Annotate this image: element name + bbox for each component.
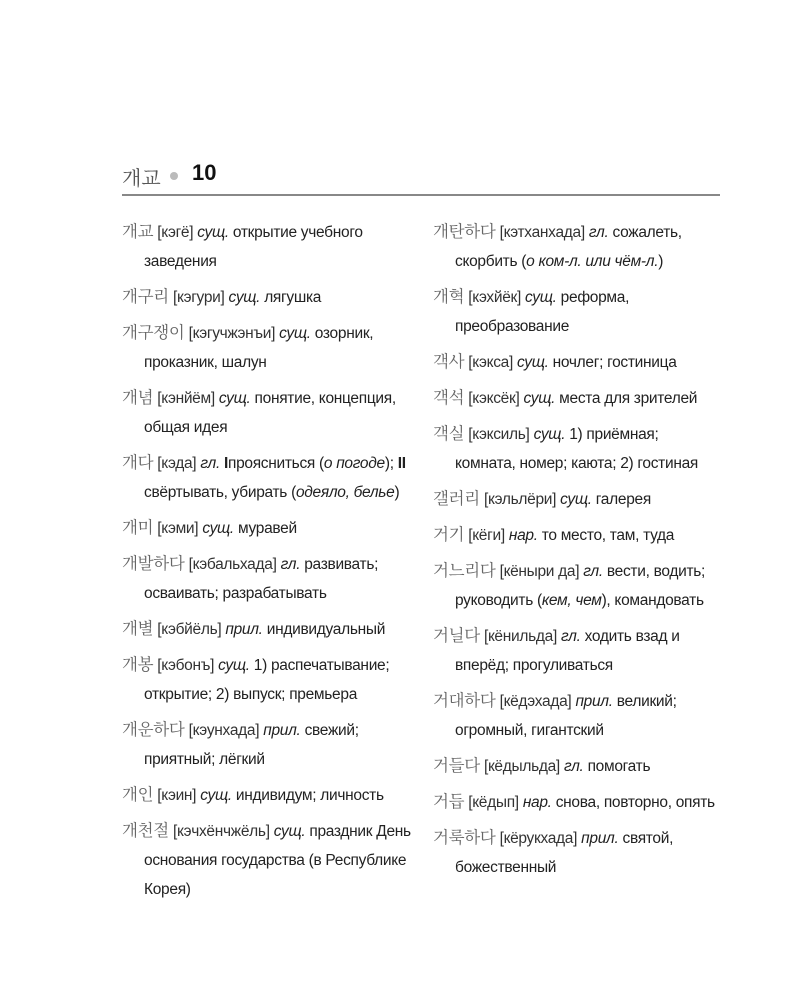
transcription: [кёдэхада] [499,693,572,710]
transcription: [кёдыльда] [483,758,560,775]
headword: 거느리다 [433,562,496,580]
part-of-speech: прил. [575,693,613,710]
definition: свежий; приятный; лёгкий [144,722,359,768]
dictionary-entry [433,788,723,817]
definition: то место, там, туда [541,527,675,544]
transcription: [кэгё] [157,224,194,241]
transcription: [кэтханхада] [499,224,585,241]
headword: 객실 [433,425,465,443]
transcription: [кёги] [468,527,505,544]
transcription: [кёрукхада] [499,830,578,847]
headword: 개별 [122,620,154,638]
part-of-speech: сущ. [273,823,306,840]
transcription: [кэин] [157,787,197,804]
definition-text: сожалеть, скорбить ( [455,224,682,270]
part-of-speech: сущ. [197,224,229,241]
dictionary-entry [433,218,723,276]
definition: места для зрителей [559,390,698,407]
part-of-speech: сущ. [202,520,234,537]
dictionary-entry [122,514,412,543]
definition-text: свёртывать, убирать ( [144,484,296,501]
definition: понятие, концепция, общая идея [144,390,396,436]
definition: святой, божественный [455,830,674,876]
headword: 개다 [122,454,154,472]
transcription: [кэунхада] [188,722,260,739]
transcription: [кэхйёк] [468,289,522,306]
headword: 개교 [122,223,154,241]
transcription: [кэда] [157,455,197,472]
dictionary-entry [433,824,723,882]
headword: 거듭 [433,793,465,811]
headword: 개봉 [122,656,154,674]
page-number: 10 [192,160,217,185]
definition: лягушка [264,289,322,306]
usage-note: одеяло, белье [295,484,395,501]
definition: 1) приёмная; комната, номер; каюта; 2) гостиная [455,426,699,472]
sense-marker: I [223,455,228,472]
part-of-speech: гл. [280,556,301,573]
definition-text: ), командовать [601,592,704,609]
dictionary-entry [433,752,723,781]
dictionary-entry [122,319,412,377]
part-of-speech: сущ. [533,426,566,443]
transcription: [кэксиль] [468,426,530,443]
part-of-speech: сущ. [218,657,250,674]
dictionary-entry [433,283,723,341]
dictionary-entry [433,384,723,413]
running-head-word: 개교 [122,168,161,190]
headword: 객사 [433,353,465,371]
headword: 거룩하다 [433,829,496,847]
definition: открытие учебного заведения [144,224,363,270]
part-of-speech: сущ. [228,289,261,306]
dictionary-entry [122,716,412,774]
transcription: [кэгури] [172,289,225,306]
transcription: [кэбонъ] [157,657,215,674]
transcription: [кэбальхада] [188,556,277,573]
dictionary-entry [433,622,723,680]
definition: помогать [587,758,651,775]
headword: 거기 [433,526,465,544]
dictionary-entry [122,283,412,312]
transcription: [кэнйём] [157,390,215,407]
usage-note: о ком-л. или чём-л. [526,253,659,270]
dictionary-entry [122,817,412,904]
dictionary-entry [433,687,723,745]
definition: развивать; осваивать; разрабатывать [144,556,379,602]
definition-text: ) [394,484,400,501]
dictionary-entry [122,384,412,442]
part-of-speech: гл. [200,455,220,472]
part-of-speech: сущ. [560,491,592,508]
part-of-speech: сущ. [525,289,557,306]
definition: реформа, преобразование [455,289,630,335]
dictionary-entry [122,781,412,810]
definition-text: проясниться ( [227,455,324,472]
bullet-dot-icon [170,172,178,180]
definition: 1) распечатывание; открытие; 2) выпуск; премьера [144,657,390,703]
right-column [433,218,723,889]
headword: 개미 [122,519,154,537]
part-of-speech: сущ. [279,325,311,342]
definition: галерея [595,491,651,508]
dictionary-entry [122,651,412,709]
headword: 개혁 [433,288,465,306]
dictionary-entry [433,485,723,514]
part-of-speech: сущ. [517,354,549,371]
sense-marker: II [397,455,406,472]
definition: индивидуальный [266,621,386,638]
part-of-speech: прил. [581,830,619,847]
usage-note: кем, чем [541,592,602,609]
usage-note: о погоде [323,455,385,472]
definition: озорник, проказник, шалун [144,325,374,371]
headword: 개구쟁이 [122,324,185,342]
headword: 갤러리 [433,490,480,508]
definition: индивидум; личность [235,787,384,804]
definition: праздник День основания государства (в Республике Корея) [144,823,411,898]
transcription: [кэльлёри] [483,491,557,508]
definition: муравей [237,520,297,537]
part-of-speech: нар. [522,794,552,811]
dictionary-entry [122,615,412,644]
definition-text: ); [384,455,398,472]
part-of-speech: прил. [225,621,263,638]
dictionary-entry [433,420,723,478]
part-of-speech: прил. [263,722,301,739]
part-of-speech: гл. [560,628,581,645]
part-of-speech: сущ. [523,390,556,407]
dictionary-entry [122,550,412,608]
headword: 개천절 [122,822,169,840]
dictionary-entry [433,521,723,550]
headword: 거대하다 [433,692,496,710]
part-of-speech: нар. [508,527,538,544]
headword: 개념 [122,389,154,407]
part-of-speech: сущ. [218,390,251,407]
dictionary-entry [122,218,412,276]
headword: 거들다 [433,757,480,775]
transcription: [кэксёк] [468,390,520,407]
transcription: [кэчхёнчжёль] [172,823,270,840]
definition: снова, повторно, опять [555,794,715,811]
transcription: [кэми] [157,520,199,537]
transcription: [кёнильда] [483,628,557,645]
transcription: [кэкса] [468,354,513,371]
part-of-speech: сущ. [200,787,232,804]
transcription: [кёдып] [468,794,519,811]
header-rule [122,194,720,196]
definition: ходить взад и вперёд; прогуливаться [455,628,680,674]
part-of-speech: гл. [563,758,584,775]
headword: 거닐다 [433,627,480,645]
headword: 개운하다 [122,721,185,739]
transcription: [кэгучжэнъи] [188,325,276,342]
left-column [122,218,412,911]
headword: 개구리 [122,288,169,306]
dictionary-entry [433,557,723,615]
headword: 개탄하다 [433,223,496,241]
headword: 개발하다 [122,555,185,573]
definition-text: вести, водить; руководить ( [455,563,706,609]
definition: ночлег; гостиница [552,354,677,371]
headword: 개인 [122,786,154,804]
transcription: [кэбйёль] [157,621,222,638]
transcription: [кёныри да] [499,563,580,580]
part-of-speech: гл. [583,563,603,580]
definition: великий; огромный, гигантский [455,693,677,739]
dictionary-entry [122,449,412,507]
dictionary-entry [433,348,723,377]
part-of-speech: гл. [588,224,609,241]
definition-text: ) [658,253,664,270]
headword: 객석 [433,389,465,407]
